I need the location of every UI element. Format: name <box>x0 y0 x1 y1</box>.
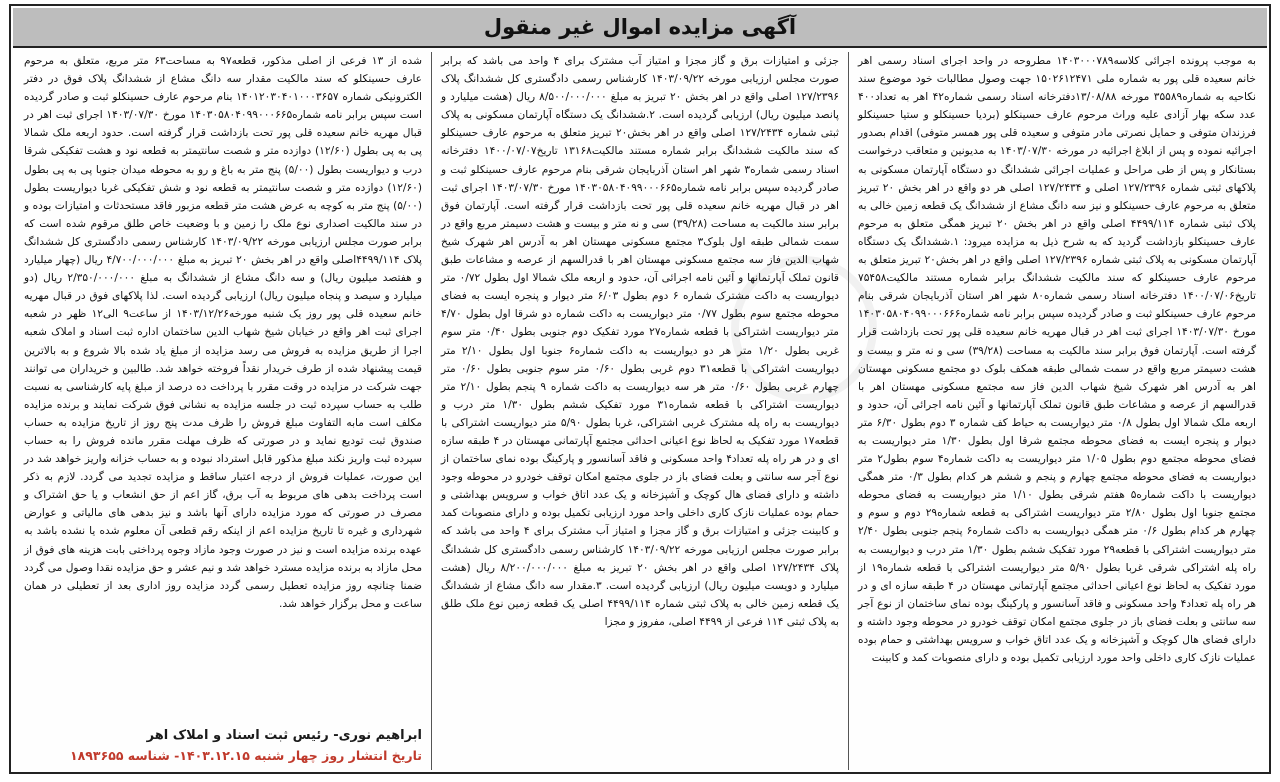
signature-block <box>24 726 422 766</box>
signatory-name: ابراهیم نوری- رئیس ثبت اسناد و املاک اهر <box>146 728 422 743</box>
notice-title: آگهی مزایده اموال غیر منقول <box>483 15 797 39</box>
column-left <box>15 52 432 770</box>
notice-header <box>13 8 1267 48</box>
column-left-text: شده از ۱۳ فرعی از اصلی مذکور، قطعه۹۷ به مساحت۶۳ متر مربع، متعلق به مرحوم عارف حسینکلو که سند مالکیت مقدار سه دانگ مشاع از ششدانگ پلاک فوق در دفتر الکترونیکی شماره ۱۴۰۱۲۰۳۰۴۰۱۰۰۰۳۶۵۷ بنام مرحوم عارف حسینکلو ثبت و صادر گردیده است سپس برابر نامه شماره۱۴۰۳۰۵۸۰۴۰۹۹۰۰۰۶۶۵ مورخ ۱۴۰۳/۰۷/۳۰ اجرای ثبت اهر در قبال مهریه خانم سعیده قلی پور تحت بازداشت قرار گرفته است. حدود اربعه ملک شمالا پی به پی بطول (۱۲/۶۰) دوازده متر و شصت سانتیمتر به قطعه نود و هشت تفکیکی شرقا درب و دیواریست بطول (۵/۰۰) پنج متر به باغ و رو به محوطه میدان جنوبا پی به پی بطول (۱۲/۶۰) دوازده متر و شصت سانتیمتر به قطعه نود و شش تفکیکی غربا دیواریست بطول (۵/۰۰) پنج متر به کوچه به عرض هشت متر قطعه مزبور فاقد مستحدثات و امتیازات بوده و در سند مالکیت اصداری نوع ملک را زمین و با وضعیت خاص طلق مرقوم شده است که برابر صورت مجلس ارزیابی مورخه ۱۴۰۳/۰۹/۲۲ کارشناس رسمی دادگستری کل ششدانگ پلاک ۴۴۹۹/۱۱۴اصلی واقع در اهر بخش ۲۰ تبریز به مبلغ ۴/۷۰۰/۰۰۰/۰۰۰ ریال (چهار میلیارد و هفتصد میلیون ریال) و سه دانگ مشاع از ششدانگ به مبلغ ۲/۳۵۰/۰۰۰/۰۰۰ ریال (دو میلیارد و سیصد و پنجاه میلیون ریال) ارزیابی گردیده است. لذا پلاکهای فوق در قبال مهریه خانم سعیده قلی پور روز یک شنبه مورخه۱۴۰۳/۱۲/۲۶ از ساعت۹ الی۱۲ ظهر در شعبه اجرای ثبت اهر واقع در خیابان شیخ شهاب الدین ساختمان اداره ثبت اسناد و املاک شعبه اجرا از طریق مزایده به فروش می رسد مزایده از مبلغ یاد شده بالا شروع و به بالاترین قیمت پیشنهاد شده از طرف خریدار نقداً فروخته خواهد شد. طالبین و خریداران می توانند جهت شرکت در مزایده در وقت مقرر با پرداخت ده درصد از مبلغ پایه کارشناسی به نسبت طلب به حساب سپرده ثبت در جلسه مزایده به نشانی فوق شرکت نمایند و برنده مزایده مکلف است مابه التفاوت مبلغ فروش را ظرف مدت پنج روز از تاریخ مزایده به حساب صندوق ثبت تودیع نماید و در صورتی که ظرف مهلت مقرر مانده فروش را به حساب سپرده ثبت واریز نکند مبلغ مذکور قابل استرداد نبوده و به حساب خزانه واریز خواهد شد در این صورت، عملیات فروش از درجه اعتبار ساقط و مزایده تجدید می گردد. لازم به ذکر است پرداخت بدهی های مربوط به آب برق، گاز اعم از حق انشعاب و یا حق اشتراک و مصرف در صورتی که مورد مزایده دارای آنها باشد و نیز بدهی های مالیاتی و عوارض شهرداری و غیره تا تاریخ مزایده اعم از اینکه رقم قطعی آن معلوم شده یا نشده باشد به عهده برنده مزایده است و نیز در صورت وجود مازاد وجوه پرداختی بابت هزینه های فوق از محل مازاد به برنده مزایده مسترد خواهد شد و نیم عشر و حق مزایده نقدا وصول می گردد ضمنا چنانچه روز مزایده تعطیل رسمی گردد مزایده روز اداری بعد از تعطیلی در همان ساعت و محل برگزار خواهد شد. <box>24 55 422 610</box>
auction-notice <box>9 4 1271 774</box>
column-middle <box>432 52 849 770</box>
publication-date: تاریخ انتشار روز چهار شنبه ۱۴۰۳.۱۲.۱۵- شناسه ۱۸۹۳۶۵۵ <box>70 748 422 763</box>
column-middle-text: جزئی و امتیازات برق و گاز مجزا و امتیاز آب مشترک برای ۴ واحد می باشد که برابر صورت مجلس ارزیابی مورخه ۱۴۰۳/۰۹/۲۲ کارشناس رسمی دادگستری کل ششدانگ پلاک ۱۲۷/۲۳۹۶ اصلی واقع در اهر بخش ۲۰ تبریز به مبلغ ۸/۵۰۰/۰۰۰/۰۰۰ ریال (هشت میلیارد و پانصد میلیون ریال) ارزیابی گردیده است. ۲.ششدانگ یک دستگاه آپارتمان مسکونی به پلاک ثبتی شماره ۱۲۷/۲۴۳۴ اصلی واقع در اهر بخش۲۰ تبریز متعلق به مرحوم عارف حسینکلو که سند مالکیت ششدانگ برابر شماره مستند مالکیت۱۳۱۶۸ تاریخ۱۴۰۰/۰۷/۰۷ دفترخانه اسناد رسمی شماره۳ شهر اهر استان آذربایجان شرقی بنام مرحوم عارف حسینکلو ثبت و صادر گردیده سپس برابر نامه شماره۱۴۰۳۰۵۸۰۴۰۹۹۰۰۰۶۶۵ مورخ ۱۴۰۳/۰۷/۳۰ اجرای ثبت اهر در قبال مهریه خانم سعیده قلی پور تحت بازداشت قرار گرفته است. آپارتمان فوق برابر سند مالکیت به مساحت (۳۹/۲۸) سی و نه متر و بیست و هشت دسیمتر مربع واقع در سمت شمالی طبقه اول بلوک۳ مجتمع مسکونی مهستان اهر به آدرس اهر شهرک شیخ شهاب الدین فاز سه مجتمع مسکونی مهستان اهر با قدرالسهم از عرصه و مشاعات طبق قانون تملک آپارتمانها و آئین نامه اجرائی آن، حدود و اربعه ملک شمالا اول بطول ۰/۷۲ متر دیواریست به داکت مشترک شماره ۶ دوم بطول ۶/۰۳ متر دیوار و پنجره ایست به فضای محوطه مجتمع سوم بطول ۰/۷۷ متر دیواریست به داکت شماره دو شرقا اول بطول ۴/۷۰ متر دیواریست اشتراکی با قطعه شماره۲۷ مورد تفکیک دوم جنوبی بطول ۰/۴۰ متر سوم غربی بطول ۱/۲۰ متر هر دو دیواریست به داکت شماره۶ جنوبا اول بطول ۲/۱۰ متر دیواریست اشتراکی با قطعه۳۱ دوم غربی بطول ۰/۶۰ متر سوم جنوبی بطول ۰/۶۰ متر چهارم غربی بطول ۰/۶۰ متر هر سه دیواریست به داکت شماره ۹ پنجم بطول ۲/۱۰ متر دیواریست اشتراکی با قطعه شماره۳۱ مورد تفکیک ششم بطول ۱/۳۰ متر درب و دیواریست به راه پله مشترک غربی اشتراکی، غربا بطول ۵/۹۰ متر دیواریست اشتراکی با قطعه۱۷ مورد تفکیک به لحاظ نوع اعیانی احداثی مجتمع آپارتمانی مهستان در ۴ طبقه سازه ای و در هر راه پله تعداد۴ واحد مسکونی و فاقد آسانسور و پارکینگ بوده نمای ساختمان از نوع آجر سه سانتی و بعلت فضای باز در جلوی مجتمع امکان توقف خودرو در محوطه وجود داشته و دارای فضای هال کوچک و آشپزخانه و یک عدد اتاق خواب و سرویس بهداشتی و حمام بوده عملیات نازک کاری داخلی واحد مورد ارزیابی تکمیل بوده و دارای منصوبات کمد و کابینت جزئی و امتیازات برق و گاز مجزا و امتیاز آب مشترک برای ۴ واحد می باشد که برابر صورت مجلس ارزیابی مورخه ۱۴۰۳/۰۹/۲۲ کارشناس رسمی دادگستری کل ششدانگ پلاک ۱۲۷/۲۴۳۴ اصلی واقع در اهر بخش ۲۰ تبریز به مبلغ ۸/۲۰۰/۰۰۰/۰۰۰ ریال (هشت میلیارد و دویست میلیون ریال) ارزیابی گردیده است. ۳.مقدار سه دانگ مشاع از ششدانگ یک قطعه زمین خالی به پلاک ثبتی شماره ۴۴۹۹/۱۱۴ اصلی یک قطعه زمین نوع ملک طلق به پلاک ثبتی ۱۱۴ فرعی از ۴۴۹۹ اصلی، مفروز و مجزا <box>441 55 840 628</box>
column-right <box>849 52 1265 770</box>
notice-columns <box>11 48 1269 770</box>
column-right-text: به موجب پرونده اجرائی کلاسه۱۴۰۳۰۰۰۷۸۹ مطروحه در واحد اجرای اسناد رسمی اهر خانم سعیده قلی پور به شماره ملی ۱۵۰۲۶۱۲۴۷۱ جهت وصول مطالبات خود موضوع سند نکاحیه به شماره۳۵۵۸۹ مورخه ۱۳/۰۸/۸۸دفترخانه اسناد رسمی شماره۴۲ اهر به تعداد۴۰۰ عدد سکه بهار آزادی علیه وراث مرحوم عارف حسینکلو (بردیا حسینکلو و ستیا حسینکلو فرزندان متوفی و حمایل نصرتی مادر متوفی و سعیده قلی پور همسر متوفی) اقدام بصدور اجرائیه نموده و پس از ابلاغ اجرائیه در مورخه ۱۴۰۳/۰۷/۳۰ به مدیونین و متعاقب درخواست بستانکار و پس از طی مراحل و عملیات اجرائی ششدانگ دو دستگاه آپارتمان مسکونی به پلاکهای ثبتی شماره ۱۲۷/۲۳۹۶ اصلی و ۱۲۷/۲۴۳۴ اصلی هر دو واقع در اهر بخش ۲۰ تبریز متعلق به مرحوم عارف حسینکلو و نیز سه دانگ مشاع از ششدانگ یک قطعه زمین خالی به پلاک ثبتی شماره ۴۴۹۹/۱۱۴ اصلی واقع در اهر بخش ۲۰ تبریز همگی متعلق به مرحوم عارف حسینکلو بازداشت گردید که به شرح ذیل به مزایده میرود: ۱.ششدانگ یک دستگاه آپارتمان مسکونی به پلاک ثبتی شماره ۱۲۷/۲۳۹۶ اصلی واقع در اهر بخش۲۰ تبریز متعلق به مرحوم عارف حسینکلو که سند مالکیت ششدانگ برابر شماره مستند مالکیت۷۵۴۵۸ تاریخ۱۴۰۰/۰۷/۰۶ دفترخانه اسناد رسمی شماره۸۰ شهر اهر استان آذربایجان شرقی بنام مرحوم عارف حسینکلو ثبت و صادر گردیده سپس برابر نامه شماره۱۴۰۳۰۵۸۰۴۰۹۹۰۰۰۶۶۶ مورخ ۱۴۰۳/۰۷/۳۰ اجرای ثبت اهر در قبال مهریه خانم سعیده قلی پور تحت بازداشت قرار گرفته است. آپارتمان فوق برابر سند مالکیت به مساحت (۳۹/۲۸) سی و نه متر و بیست و هشت دسیمتر مربع واقع در سمت شمالی طبقه همکف بلوک دو مجتمع مسکونی مهستان اهر به آدرس اهر شهرک شیخ شهاب الدین فاز سه مجتمع مسکونی مهستان اهر با قدرالسهم از عرصه و مشاعات طبق قانون تملک آپارتمانها و آئین نامه اجرائی آن، حدود و اربعه ملک شمالا اول بطول ۰/۸ متر دیواریست به حیاط کف شماره ۳ دوم بطول ۶/۳۰ متر دیوار و پنجره ایست به فضای محوطه مجتمع شرقا اول بطول ۱/۳۰ متر دیواریست به فضای محوطه مجتمع دوم بطول ۱/۰۵ متر دیواریست به داکت شماره۴ سوم بطول۲ متر دیواریست به فضای محوطه مجتمع چهارم و پنجم و ششم هر کدام بطول ۰/۳ متر همگی دیواریست با داکت شماره۵ هفتم شرقی بطول ۱/۱۰ متر دیواریست به فضای محوطه مجتمع جنوبا اول بطول ۲/۸۰ متر دیواریست اشتراکی به قطعه شماره۲۹ دوم و سوم و چهارم هر کدام بطول ۰/۶ متر همگی دیواریست به داکت شماره۶ پنجم جنوبی بطول ۲/۴۰ متر دیواریست اشتراکی با قطعه۲۹ مورد تفکیک ششم بطول ۱/۳۰ متر درب و دیواریست به راه پله اشتراکی شرقی غربا بطول ۵/۹۰ متر دیواریست اشتراکی با قطعه شماره۱۹ از مورد تفکیک به لحاظ نوع اعیانی احداثی مجتمع آپارتمانی مهستان در ۴ طبقه سازه ای و در هر راه پله تعداد۴ واحد مسکونی و فاقد آسانسور و پارکینگ بوده نمای ساختمان از نوع آجر سه سانتی و بعلت فضای باز در جلوی مجتمع امکان توقف خودرو در محوطه وجود داشته و دارای فضای هال کوچک و آشپزخانه و یک عدد اتاق خواب و سرویس بهداشتی و حمام بوده عملیات نازک کاری داخلی واحد مورد ارزیابی تکمیل بوده و دارای منصوبات کمد و کابینت <box>858 55 1257 665</box>
